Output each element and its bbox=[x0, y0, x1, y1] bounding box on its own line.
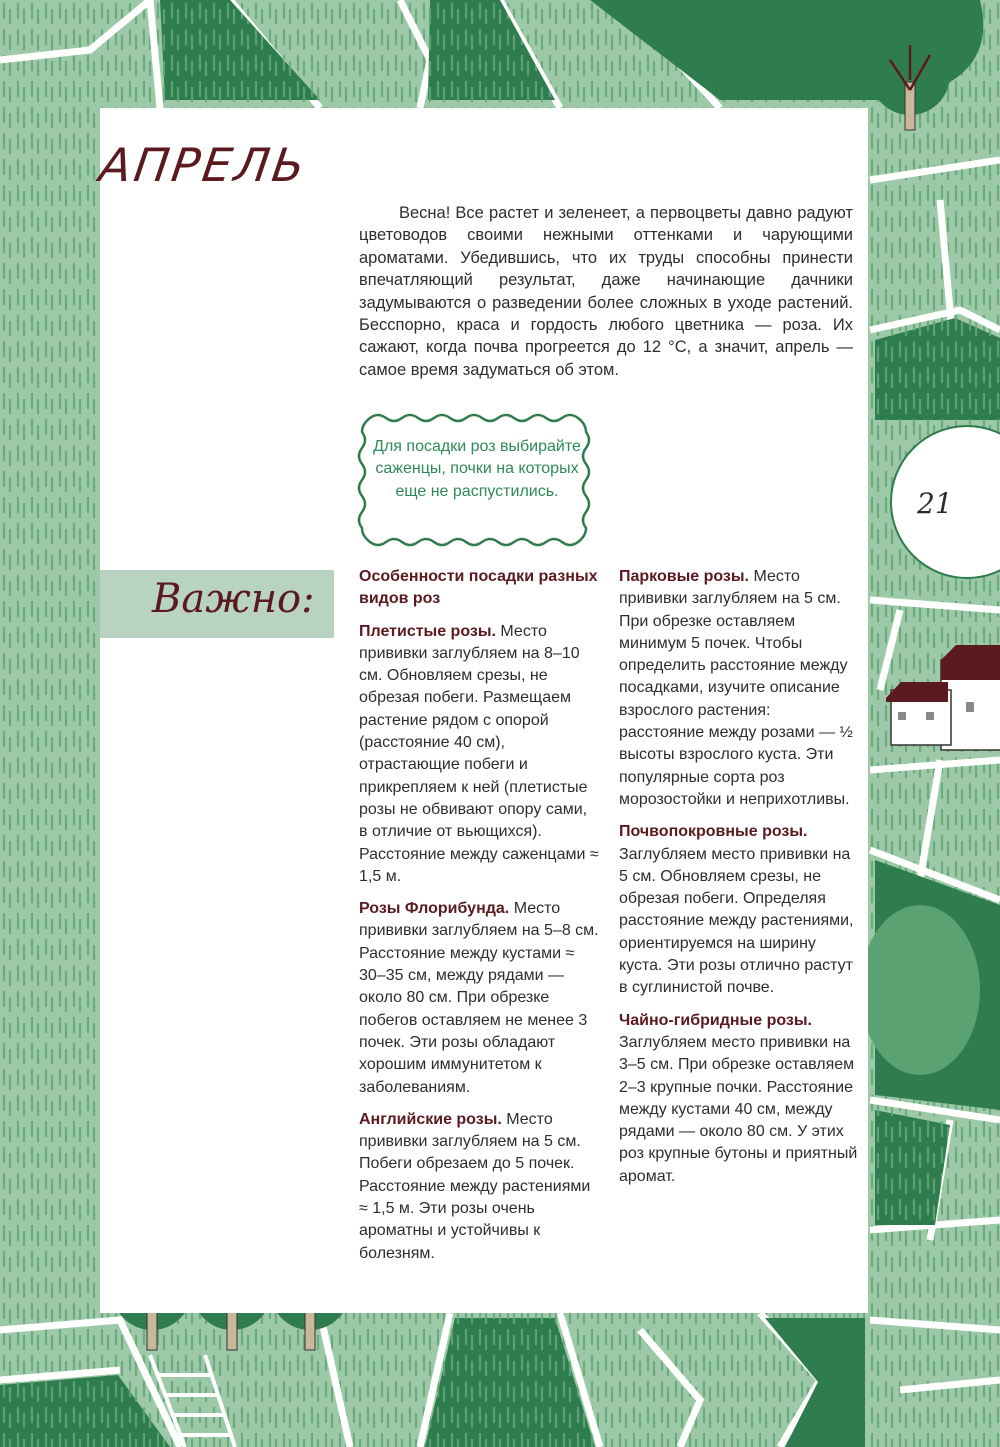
intro-paragraph: Весна! Все растет и зеленеет, а первоцветы давно радуют цветоводов своими нежными оттенками и чарующими ароматами. Убедившись, что их труды способны принести впечатляющий результат, даже начинающие дачники задумываются о разведении более сложных в уходе растений. Бесспорно, краса и гордость любого цветника — роза. Их сажают, когда почва прогреется до 12 °С, а значит, апрель — самое время задуматься об этом. bbox=[359, 204, 853, 379]
important-label: Важно: bbox=[152, 576, 315, 622]
rose-section bbox=[619, 1010, 859, 1188]
rose-section-name: Плетистые розы. bbox=[359, 622, 496, 640]
rose-section-name: Розы Флорибунда. bbox=[359, 900, 510, 918]
right-column bbox=[619, 566, 859, 1198]
rose-section-name: Английские розы. bbox=[359, 1110, 502, 1128]
page-title: АПРЕЛЬ bbox=[96, 138, 311, 192]
rose-section-text: Место прививки заглубляем на 8–10 см. Обновляем срезы, не обрезая побеги. Размещаем растение рядом с опорой (расстояние 40 см), отрастающие побеги и прикрепляем к ней (плетистые розы не обвивают опору сами, в отличие от вьющихся). Расстояние между саженцами ≈ 1,5 м. bbox=[359, 622, 599, 885]
note-text: Для посадки роз выбирайте саженцы, почки на которых еще не распустились. bbox=[373, 438, 581, 500]
rose-section-text: Место прививки заглубляем на 5 см. Побеги обрезаем до 5 почек. Расстояние между растениями ≈ 1,5 м. Эти розы очень ароматны и устойчивы к болезням. bbox=[359, 1110, 591, 1262]
rose-section-name: Парковые розы. bbox=[619, 568, 749, 585]
rose-section bbox=[359, 621, 599, 889]
left-column bbox=[359, 566, 599, 1275]
rose-section bbox=[359, 1109, 599, 1265]
rose-section-text: Место прививки заглубляем на 5 см. При обрезке оставляем минимум 5 почек. Чтобы определить расстояние между посадками, изучите описание взрослого растения: расстояние между розами — ½ высоты взрослого куста. Эти популярные сорта роз морозостойки и неприхотливы. bbox=[619, 568, 853, 808]
rose-section-text: Место прививки заглубляем на 5–8 см. Расстояние между кустами ≈ 30–35 см, между рядами — около 80 см. При обрезке побегов оставляем не менее 3 почек. Эти розы обладают хорошим иммунитетом к заболеваниям. bbox=[359, 900, 599, 1096]
rose-section-name: Почвопокровные розы. bbox=[619, 823, 808, 841]
rose-section bbox=[359, 898, 599, 1099]
rose-section-text: Заглубляем место прививки на 5 см. Обновляем срезы, не обрезая побеги. Определяя расстояние между растениями, ориентируемся на ширину куста. Эти розы отлично растут в суглинистой почве. bbox=[619, 845, 854, 997]
rose-section bbox=[619, 821, 859, 999]
rose-section bbox=[619, 566, 859, 811]
left-column-heading: Особенности посадки разных видов роз bbox=[359, 568, 598, 608]
important-label-box bbox=[100, 570, 334, 638]
page-number: 21 bbox=[917, 487, 953, 520]
rose-section-text: Заглубляем место прививки на 3–5 см. При обрезке оставляем 2–3 крупные почки. Расстояние между кустами 40 см, между рядами — около 80 см. У этих роз крупные бутоны и приятный аромат. bbox=[619, 1033, 858, 1185]
rose-section-name: Чайно-гибридные розы. bbox=[619, 1011, 812, 1029]
